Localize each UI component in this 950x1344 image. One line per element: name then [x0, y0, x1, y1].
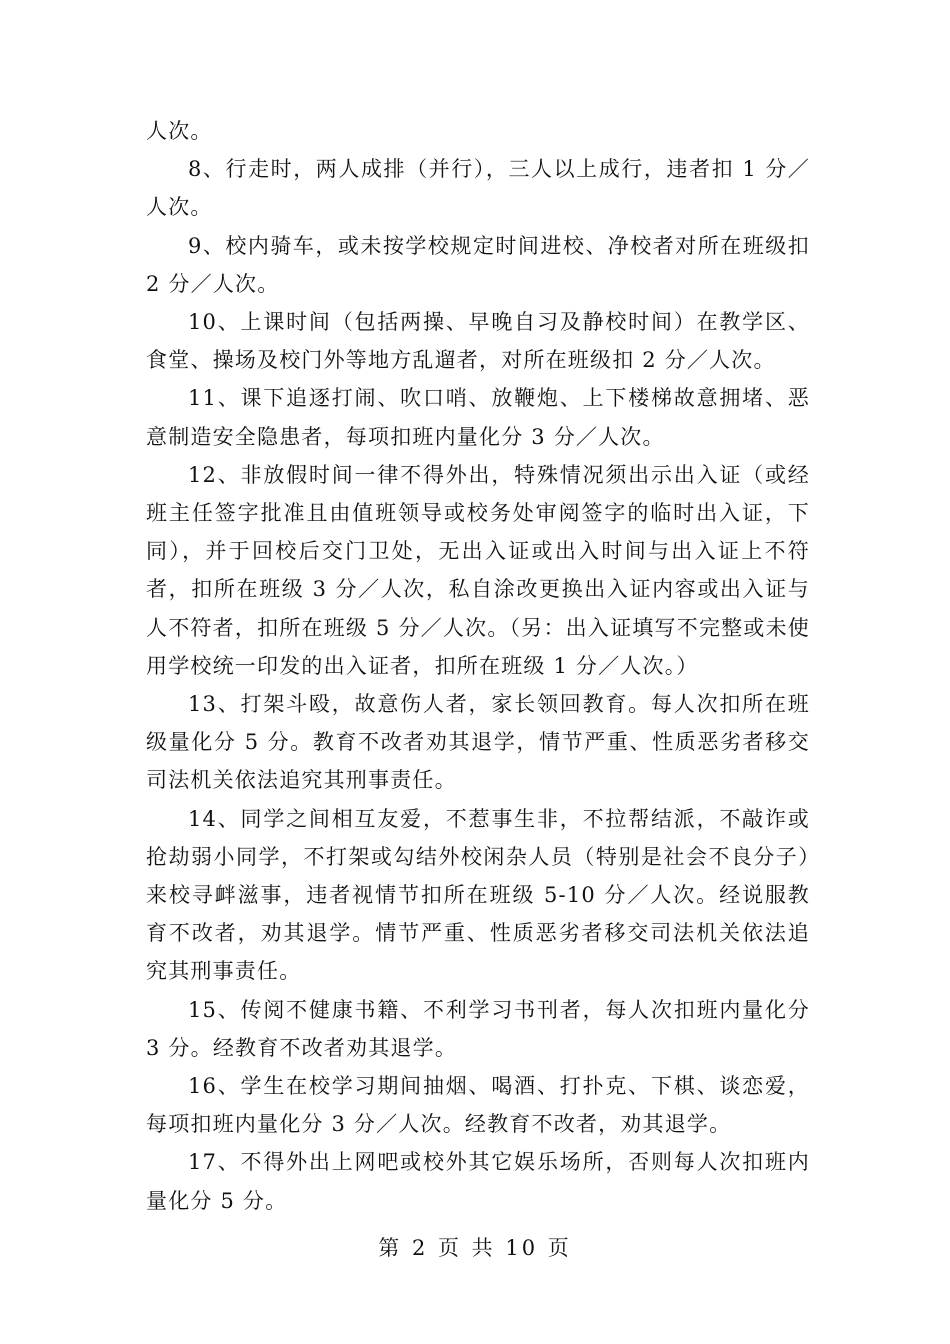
rule-17: 17、不得外出上网吧或校外其它娱乐场所，否则每人次扣班内量化分 5 分。 — [146, 1150, 810, 1213]
rule-13: 13、打架斗殴，故意伤人者，家长领回教育。每人次扣所在班级量化分 5 分。教育不改者劝其退学，情节严重、性质恶劣者移交司法机关依法追究其刑事责任。 — [146, 692, 810, 793]
rule-12: 12、非放假时间一律不得外出，特殊情况须出示出入证（或经班主任签字批准且由值班领导或校务处审阅签字的临时出入证，下同），并于回校后交门卫处，无出入证或出入时间与出入证上不符者，扣所在班级 3 分／人次，私自涂改更换出入证内容或出入证与人不符者，扣所在班级 5 分／人次。（另：出入证填写不完整或未使用学校统一印发的出入证者，扣所在班级 1 分／人次。） — [146, 462, 810, 678]
rule-16: 16、学生在校学习期间抽烟、喝酒、打扑克、下棋、谈恋爱，每项扣班内量化分 3 分／人次。经教育不改者，劝其退学。 — [146, 1074, 810, 1137]
rule-15: 15、传阅不健康书籍、不利学习书刊者，每人次扣班内量化分 3 分。经教育不改者劝其退学。 — [146, 997, 810, 1060]
rule-8: 8、行走时，两人成排（并行），三人以上成行，违者扣 1 分／人次。 — [146, 157, 810, 220]
page-number: 第 2 页 共 10 页 — [378, 1236, 572, 1260]
rule-11: 11、课下追逐打闹、吹口哨、放鞭炮、上下楼梯故意拥堵、恶意制造安全隐患者，每项扣班内量化分 3 分／人次。 — [146, 386, 810, 449]
page-number-footer — [0, 1232, 950, 1262]
rule-10: 10、上课时间（包括两操、早晚自习及静校时间）在教学区、食堂、操场及校门外等地方乱遛者，对所在班级扣 2 分／人次。 — [146, 310, 810, 373]
paragraph-continuation: 人次。 — [146, 119, 213, 143]
body-text — [146, 112, 810, 1220]
rule-14: 14、同学之间相互友爱，不惹事生非，不拉帮结派，不敲诈或抢劫弱小同学，不打架或勾结外校闲杂人员（特别是社会不良分子）来校寻衅滋事，违者视情节扣所在班级 5-10 分／人次。经说服教育不改者，劝其退学。情节严重、性质恶劣者移交司法机关依法追究其刑事责任。 — [146, 806, 810, 984]
rule-9: 9、校内骑车，或未按学校规定时间进校、净校者对所在班级扣 2 分／人次。 — [146, 233, 810, 296]
